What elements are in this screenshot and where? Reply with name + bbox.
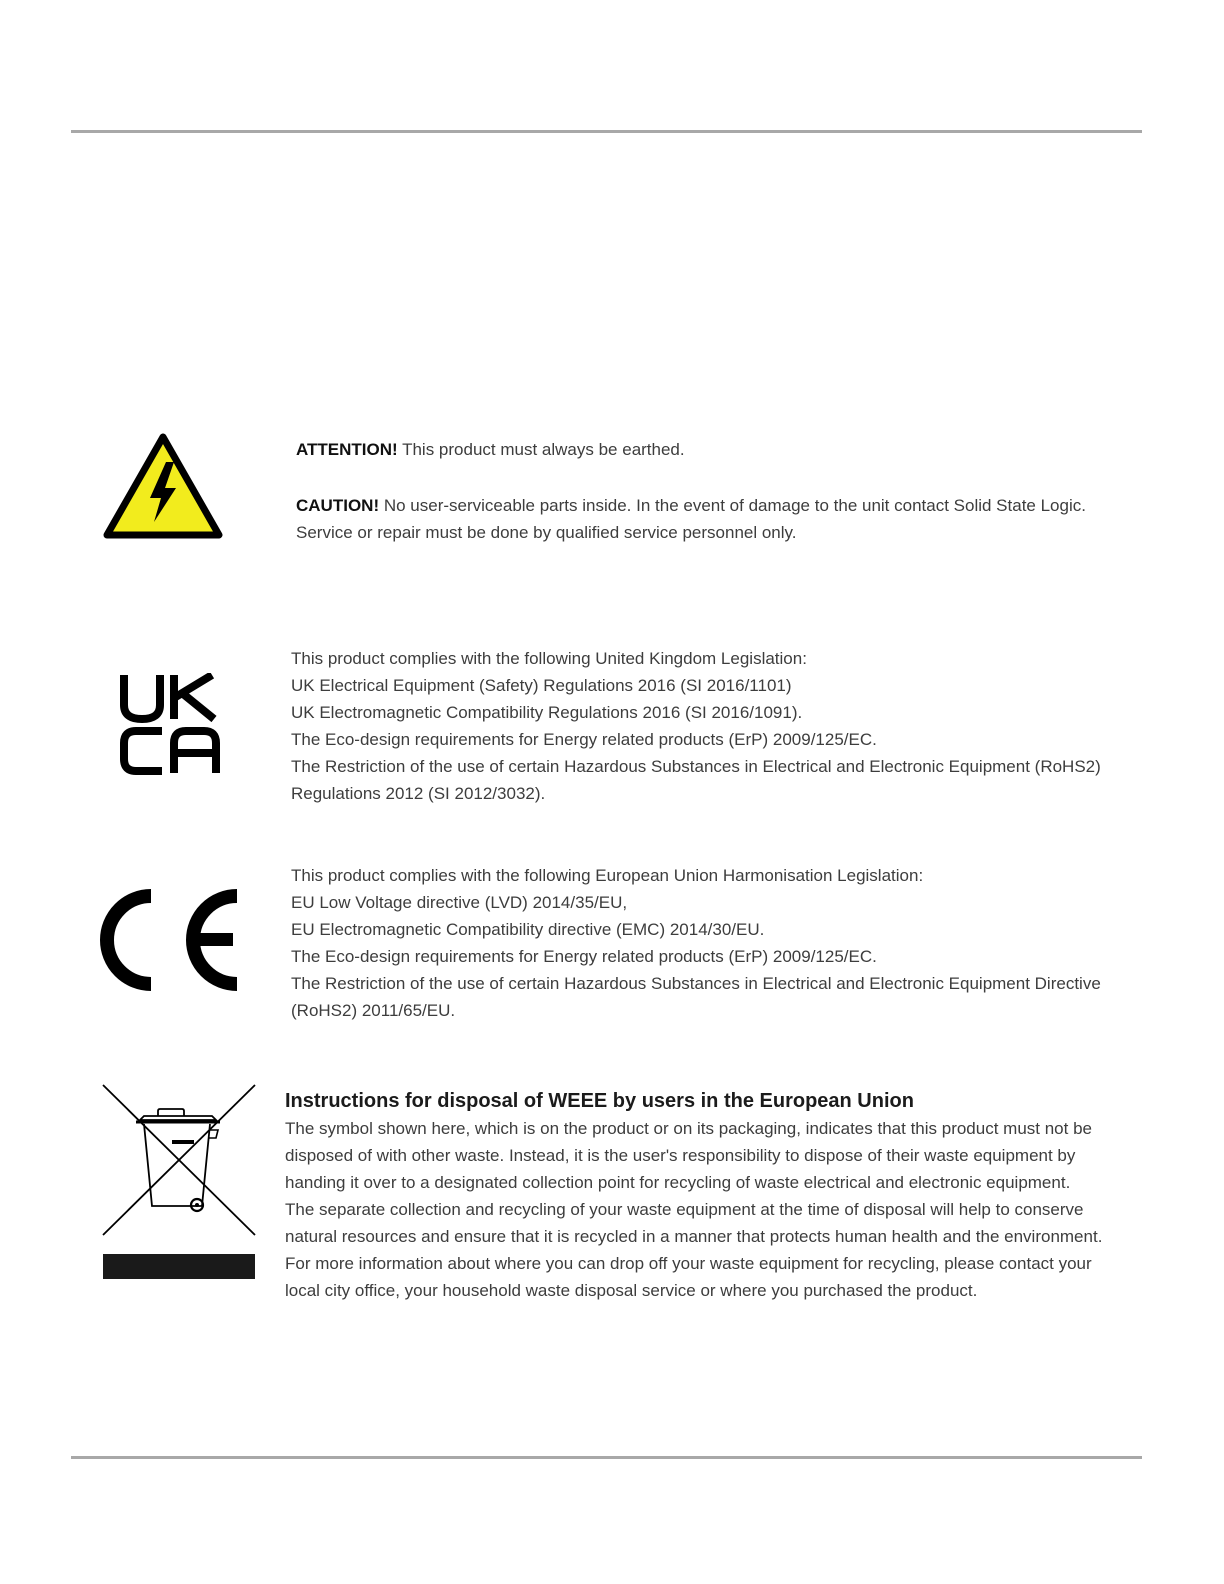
ce-mark-icon: [97, 888, 241, 992]
ukca-line: The Eco-design requirements for Energy related products (ErP) 2009/125/EC.: [291, 730, 877, 749]
ukca-line: This product complies with the following United Kingdom Legislation:: [291, 649, 807, 668]
caution-line-2: Service or repair must be done by qualified service personnel only.: [296, 523, 797, 542]
ukca-line: UK Electromagnetic Compatibility Regulations 2016 (SI 2016/1091).: [291, 703, 803, 722]
ce-line: The Eco-design requirements for Energy related products (ErP) 2009/125/EC.: [291, 947, 877, 966]
ce-line: This product complies with the following European Union Harmonisation Legislation:: [291, 866, 924, 885]
attention-line: ATTENTION! This product must always be earthed.: [296, 440, 685, 459]
ukca-line: Regulations 2012 (SI 2012/3032).: [291, 784, 546, 803]
ukca-line: UK Electrical Equipment (Safety) Regulations 2016 (SI 2016/1101): [291, 676, 792, 695]
weee-line: disposed of with other waste. Instead, it is the user's responsibility to dispose of their waste equipment by: [285, 1146, 1076, 1165]
ce-line: EU Electromagnetic Compatibility directive (EMC) 2014/30/EU.: [291, 920, 765, 939]
ce-line: (RoHS2) 2011/65/EU.: [291, 1001, 456, 1020]
ukca-mark-icon: [120, 673, 222, 775]
ukca-compliance-block: [291, 645, 1141, 807]
attention-block: [296, 436, 1146, 546]
high-voltage-warning-icon: [102, 432, 224, 540]
ce-compliance-block: [291, 862, 1141, 1024]
weee-line: For more information about where you can drop off your waste equipment for recycling, please contact your: [285, 1254, 1092, 1273]
caution-line: CAUTION! No user-serviceable parts inside. In the event of damage to the unit contact Solid State Logic.: [296, 496, 1086, 515]
attention-label: ATTENTION!: [296, 440, 398, 459]
ce-line: The Restriction of the use of certain Hazardous Substances in Electrical and Electronic Equipment Directive: [291, 974, 1101, 993]
footer-rule: [71, 1456, 1142, 1459]
weee-line: handing it over to a designated collection point for recycling of waste electrical and electronic equipment.: [285, 1173, 1071, 1192]
ce-line: EU Low Voltage directive (LVD) 2014/35/EU,: [291, 893, 628, 912]
weee-line: natural resources and ensure that it is recycled in a manner that protects human health and the environment.: [285, 1227, 1103, 1246]
weee-title: Instructions for disposal of WEEE by users in the European Union: [285, 1090, 914, 1112]
weee-line: The separate collection and recycling of your waste equipment at the time of disposal will help to conserve: [285, 1200, 1084, 1219]
weee-block: [285, 1087, 1145, 1304]
caution-label: CAUTION!: [296, 496, 380, 515]
ukca-line: The Restriction of the use of certain Hazardous Substances in Electrical and Electronic Equipment (RoHS2): [291, 757, 1101, 776]
crossed-out-wheelie-bin-icon: [100, 1082, 258, 1282]
weee-line: The symbol shown here, which is on the product or on its packaging, indicates that this product must not be: [285, 1119, 1092, 1138]
header-rule: [71, 130, 1142, 133]
weee-line: local city office, your household waste disposal service or where you purchased the product.: [285, 1281, 978, 1300]
